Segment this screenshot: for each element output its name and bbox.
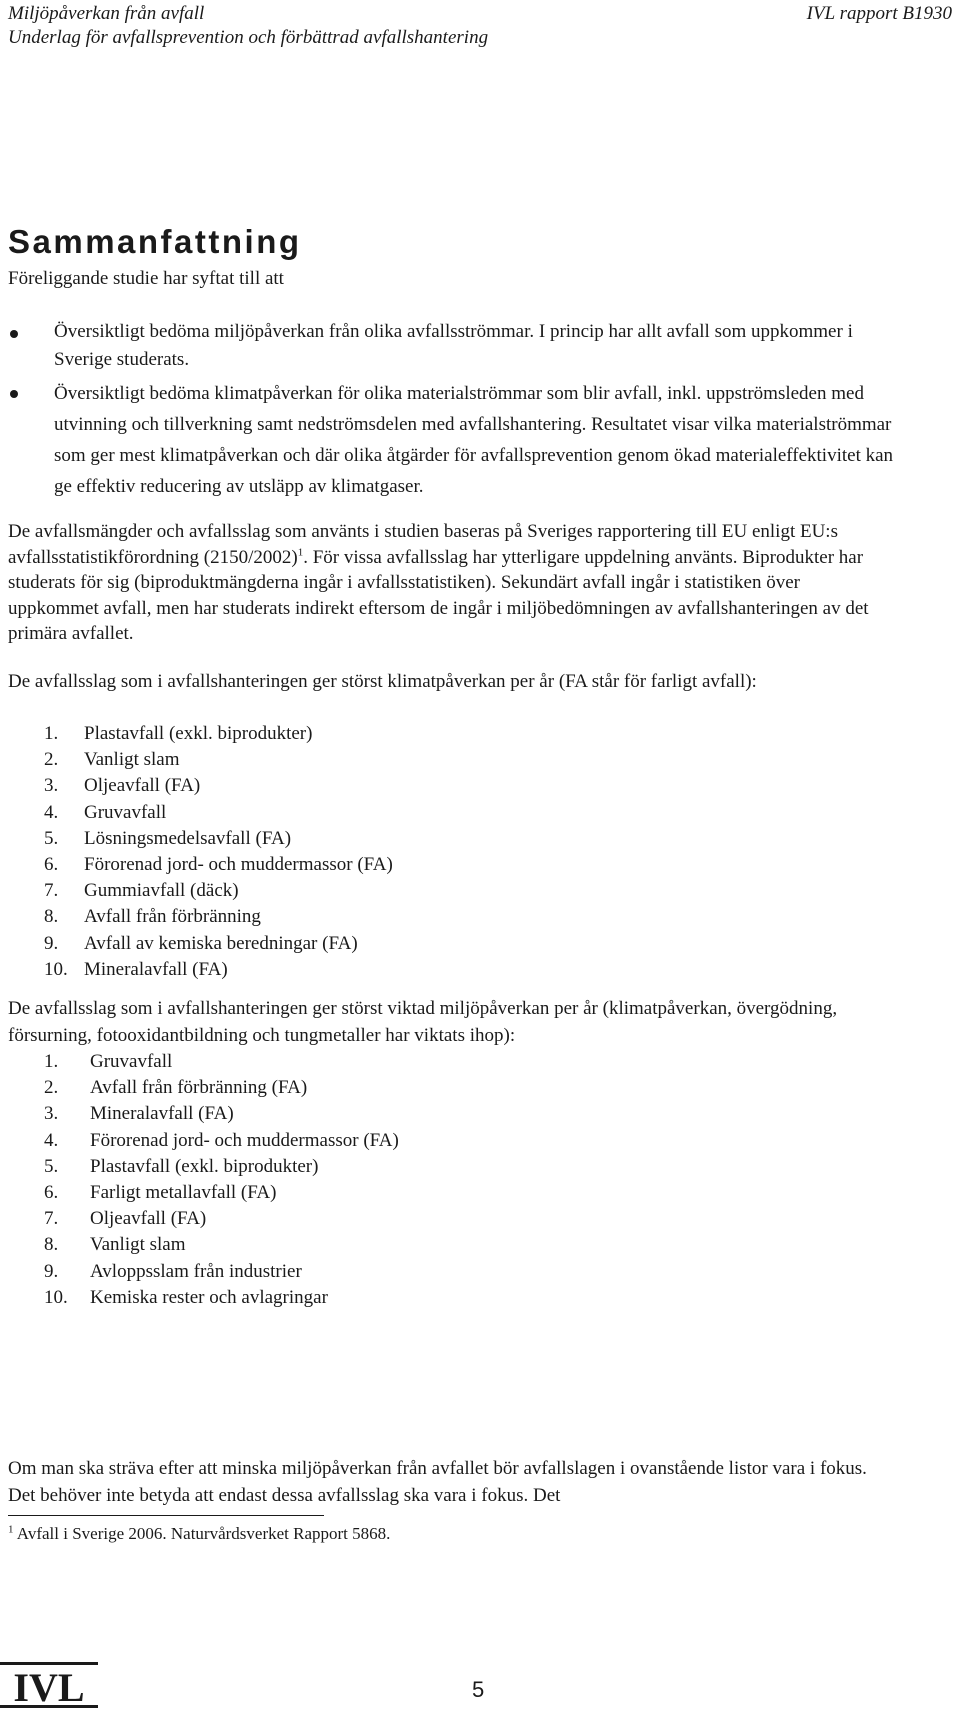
list-number: 9. <box>44 932 59 954</box>
footnote-divider <box>8 1515 324 1516</box>
list-number: 3. <box>44 775 59 797</box>
list-text: Plastavfall (exkl. biprodukter) <box>90 1155 319 1177</box>
list-text: Mineralavfall (FA) <box>90 1103 234 1125</box>
list-text: Plastavfall (exkl. biprodukter) <box>84 723 313 744</box>
list-text: Avloppsslam från industrier <box>90 1260 302 1282</box>
list-text: Gruvavfall <box>84 801 167 823</box>
list-item <box>44 721 393 747</box>
list-number: 8. <box>44 1234 59 1256</box>
list-item <box>44 1101 399 1127</box>
list-item <box>44 931 393 957</box>
ivl-logo <box>0 1660 100 1710</box>
list-number: 4. <box>44 801 59 823</box>
list-number: 7. <box>44 1208 59 1230</box>
list-text: Avfall från förbränning (FA) <box>90 1077 308 1099</box>
list-item <box>44 1259 399 1285</box>
footnote-reference: 1 <box>297 546 304 559</box>
list-number: 2. <box>44 1077 59 1099</box>
header-report-subtitle: Underlag för avfallsprevention och förbättrad avfallshantering <box>8 27 489 48</box>
list-number: 7. <box>44 880 59 902</box>
focus-paragraph: Om man ska sträva efter att minska miljöpåverkan från avfallet bör avfallslagen i ovanstående listor vara i fokus. Det behöver inte betyda att endast dessa avfallsslag ska vara i fokus. Det <box>8 1458 867 1506</box>
list-text: Vanligt slam <box>90 1234 186 1256</box>
list-item <box>44 904 393 930</box>
page-title: Sammanfattning <box>8 223 302 260</box>
ivl-logo-graphic <box>0 1660 100 1710</box>
list-text: Kemiska rester och avlagringar <box>90 1286 328 1308</box>
list-number: 3. <box>44 1103 59 1125</box>
list-item <box>44 773 393 799</box>
list-text: Oljeavfall (FA) <box>90 1208 207 1230</box>
list-text: Vanligt slam <box>84 749 180 771</box>
list-item <box>44 1075 399 1101</box>
list-text: Oljeavfall (FA) <box>84 775 201 797</box>
list-item <box>44 1180 399 1206</box>
paragraph-text: . För vissa avfallsslag har ytterligare uppdelning använts. Biprodukter har studerats för sig (biproduktmängderna ingår i avfallsstatistiken). Sekundärt avfall ingår i statistiken över uppkommet avfall, men har studerats indirekt eftersom de ingår i miljöbedömningen av avfallshanteringen av det primära avfallet. <box>8 546 869 644</box>
list-number: 9. <box>44 1260 59 1282</box>
list-text: Mineralavfall (FA) <box>84 958 228 980</box>
logo-lettering: IVL <box>13 1665 85 1710</box>
header-report-title: Miljöpåverkan från avfall <box>8 3 205 24</box>
list-number: 6. <box>44 1182 59 1204</box>
list-number: 6. <box>44 854 59 876</box>
paragraph-text: De avfallsmängder och avfallsslag som använts i studien baseras på Sveriges rapportering till EU enligt EU:s avfallsstatistikförordning (2150/2002) <box>8 521 838 568</box>
list-item <box>44 1206 399 1232</box>
list-text: Förorenad jord- och muddermassor (FA) <box>90 1129 399 1151</box>
list-item <box>44 1285 399 1311</box>
intro-paragraph: Föreliggande studie har syftat till att <box>8 268 284 289</box>
list-text: Avfall av kemiska beredningar (FA) <box>84 932 358 954</box>
list-item <box>44 747 393 773</box>
list-text: Gummiavfall (däck) <box>84 880 239 902</box>
bullet-item: Översiktligt bedöma miljöpåverkan från olika avfallsströmmar. I princip har allt avfall som uppkommer i Sverige studerats. <box>0 318 900 374</box>
list-number: 5. <box>44 827 59 849</box>
list-number: 1. <box>44 723 59 744</box>
list-item <box>44 1232 399 1258</box>
list-number: 2. <box>44 749 59 771</box>
list-number: 10. <box>44 1286 68 1308</box>
climate-list-intro: De avfallsslag som i avfallshanteringen ger störst klimatpåverkan per år (FA står för farligt avfall): <box>8 671 757 692</box>
footnote-text: Avfall i Sverige 2006. Naturvårdsverket Rapport 5868. <box>13 1524 391 1543</box>
climate-impact-list <box>44 721 393 983</box>
list-number: 1. <box>44 1051 59 1072</box>
list-number: 8. <box>44 906 59 928</box>
list-text: Avfall från förbränning <box>84 906 261 928</box>
header-report-number: IVL rapport B1930 <box>806 3 952 24</box>
list-number: 10. <box>44 958 68 980</box>
list-item <box>44 1154 399 1180</box>
list-text: Farligt metallavfall (FA) <box>90 1182 277 1204</box>
list-item <box>44 852 393 878</box>
weighted-impact-list <box>44 1049 399 1311</box>
list-text: Lösningsmedelsavfall (FA) <box>84 827 292 849</box>
footnote-marker: 1 <box>8 1523 14 1536</box>
list-item <box>44 800 393 826</box>
header-left <box>8 2 488 50</box>
weighted-list-intro: De avfallsslag som i avfallshanteringen ger störst viktad miljöpåverkan per år (klimatpåverkan, övergödning, försurning, fotooxidantbildning och tungmetaller har viktats ihop): <box>8 998 838 1046</box>
list-item <box>44 1128 399 1154</box>
list-number: 4. <box>44 1129 59 1151</box>
page-number: 5 <box>472 1677 485 1702</box>
list-item <box>44 957 393 983</box>
list-item <box>44 826 393 852</box>
data-source-paragraph <box>8 519 888 647</box>
list-number: 5. <box>44 1155 59 1177</box>
list-item <box>44 1049 399 1075</box>
list-item <box>44 878 393 904</box>
footnote <box>8 1522 390 1546</box>
bullet-item: Översiktligt bedöma klimatpåverkan för olika materialströmmar som blir avfall, inkl. uppströmsleden med utvinning och tillverkning samt nedströmsdelen med avfallshantering. Resultatet visar vilka materialströmmar som ger mest klimatpåverkan och där olika åtgärder för avfallsprevention genom ökad materialeffektivitet kan ge effektiv reducering av utsläpp av klimatgaser. <box>0 378 900 502</box>
list-text: Gruvavfall <box>90 1051 173 1072</box>
aims-bullet-list <box>0 318 900 502</box>
list-text: Förorenad jord- och muddermassor (FA) <box>84 854 393 876</box>
